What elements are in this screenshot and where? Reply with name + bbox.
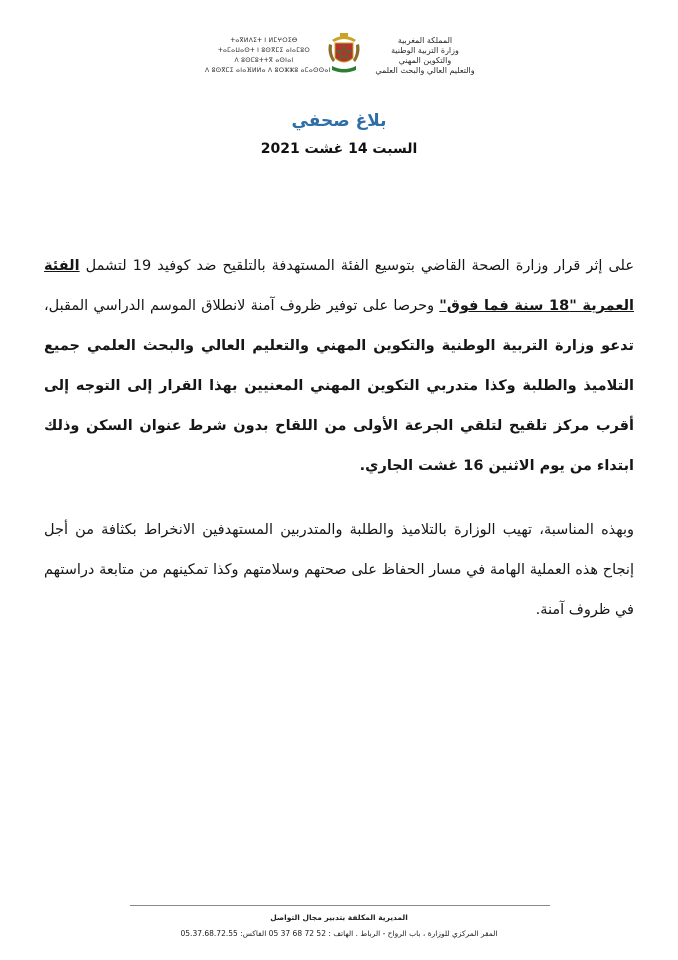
- age-group-highlight: الفئة العمرية "18 سنة فما فوق": [44, 258, 634, 314]
- footer-divider: [130, 905, 550, 906]
- letterhead-arabic-line: والتعليم العالي والبحث العلمي: [375, 66, 475, 75]
- ministry-call: تدعو وزارة التربية الوطنية والتكوين المهني والتعليم العالي والبحث العلمي جميع التلاميذ والطلبة وكذا متدربي التكوين المهني المعنيين بهذا القرار إلى التوجه إلى أقرب مركز تلقيح لتلقي الجرعة الأولى من اللقاح بدون شرط عنوان السكن وذلك ابتداء من يوم الاثنين 16 غشت الجاري.: [44, 338, 634, 474]
- paragraph-1-intro: على إثر قرار وزارة الصحة القاضي بتوسيع الفئة المستهدفة بالتلقيح ضد كوفيد 19 لتشمل: [85, 258, 635, 274]
- footer: [0, 910, 678, 942]
- paragraph-1-middle: وحرصا على توفير ظروف آمنة لانطلاق الموسم الدراسي المقبل،: [44, 298, 440, 314]
- letterhead-tifinagh-line: ⵜⴰⴳⵍⴷⵉⵜ ⵏ ⵍⵎⵖⵔⵉⴱ: [230, 37, 298, 44]
- letterhead-tifinagh: [205, 36, 331, 76]
- release-date: السبت 14 غشت 2021: [260, 141, 418, 157]
- letterhead-tifinagh-line: ⴷ ⵓⵙⴳⵎⵉ ⴰⵏⴰⴼⵍⵍⴰ ⴷ ⵓⵔⵣⵣⵓ ⴰⵎⴰⵙⵙⴰⵏ: [205, 67, 331, 74]
- footer-contact: المقر المركزي للوزارة ، باب الرواح - الرباط . الهاتف : 52 72 68 37 05 الفاكس: 05.37.68.72.55: [180, 929, 498, 938]
- letterhead-arabic-line: وزارة التربية الوطنية: [391, 46, 459, 55]
- paragraph-1: [44, 246, 634, 486]
- letterhead-arabic-line: والتكوين المهني: [398, 56, 452, 65]
- title-block: [0, 108, 678, 160]
- letterhead-arabic-line: المملكة المغربية: [397, 36, 453, 45]
- letterhead-tifinagh-line: ⴷ ⵓⵙⵎⵓⵜⵜⴳ ⴰⵙⵏⴰⵏ: [234, 57, 294, 64]
- paragraph-2: وبهذه المناسبة، تهيب الوزارة بالتلاميذ والطلبة والمتدربين المستهدفين الانخراط بكثافة من أجل إنجاح هذه العملية الهامة في مسار الحفاظ على صحتهم وسلامتهم وكذا تمكينهم من متابعة دراستهم في ظروف آمنة.: [44, 522, 634, 618]
- letterhead: [0, 30, 678, 90]
- footer-department: المديرية المكلفة بتدبير مجال التواصل: [270, 913, 408, 922]
- coat-of-arms-icon: [326, 30, 362, 76]
- page-title: بلاغ صحفي: [291, 111, 387, 131]
- letterhead-arabic: [370, 36, 480, 76]
- letterhead-tifinagh-line: ⵜⴰⵎⴰⵡⴰⵙⵜ ⵏ ⵓⵙⴳⵎⵉ ⴰⵏⴰⵎⵓⵔ: [218, 47, 310, 54]
- press-release-body: [44, 246, 634, 630]
